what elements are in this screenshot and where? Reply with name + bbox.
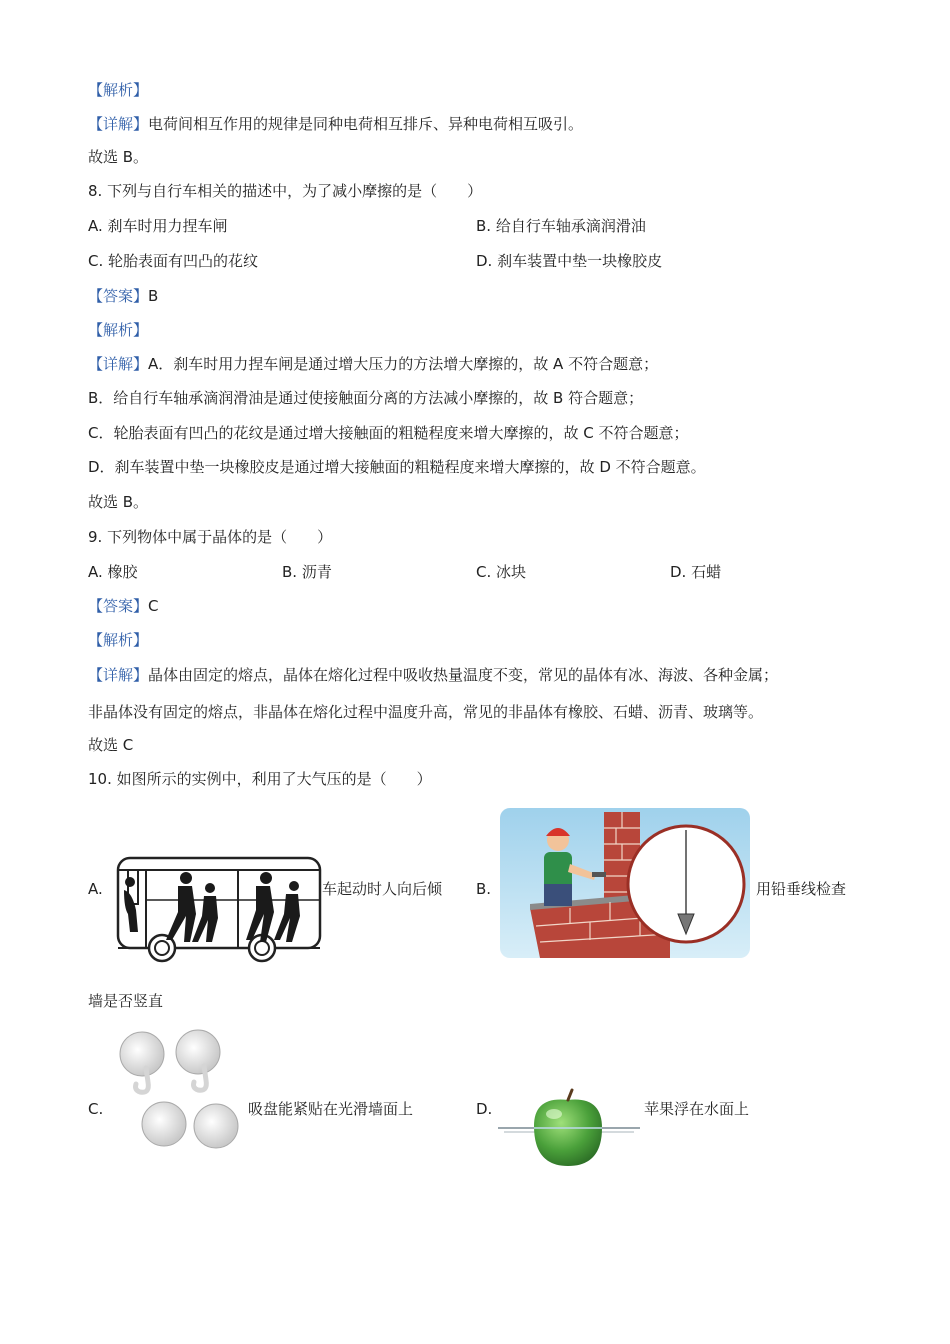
q7-analysis-tag: 【解析】 xyxy=(88,81,149,99)
q9-question: 9. 下列物体中属于晶体的是（ ） xyxy=(88,528,333,546)
q8-detail-a xyxy=(88,354,658,374)
q10-question: 10. 如图所示的实例中，利用了大气压的是（ ） xyxy=(88,770,432,788)
q8-analysis-tag: 【解析】 xyxy=(88,321,149,339)
plumb-line-illustration xyxy=(500,808,750,958)
q7-detail-tag: 【详解】 xyxy=(88,115,149,133)
q7-detail-text: 电荷间相互作用的规律是同种电荷相互排斥、异种电荷相互吸引。 xyxy=(148,115,584,133)
q9-answer xyxy=(88,596,159,616)
q10-option-b-text: 用铅垂线检查 xyxy=(756,880,847,898)
q8-option-d: D. 刹车装置中垫一块橡胶皮 xyxy=(476,252,663,270)
suction-cups-illustration xyxy=(112,1028,242,1156)
q9-answer-tag: 【答案】 xyxy=(88,597,149,615)
q9-detail-line1 xyxy=(88,665,778,685)
q10-option-d-label: D. xyxy=(476,1100,493,1118)
q10-option-b-label: B. xyxy=(476,880,492,898)
q10-option-c-label: C. xyxy=(88,1100,104,1118)
q8-option-c: C. 轮胎表面有凹凸的花纹 xyxy=(88,252,259,270)
q8-answer xyxy=(88,286,158,306)
q8-answer-value: B xyxy=(148,287,159,305)
q9-option-b: B. 沥青 xyxy=(282,563,332,581)
q8-detail-d: D．刹车装置中垫一块橡胶皮是通过增大接触面的粗糙程度来增大摩擦的，故 D 不符合题意。 xyxy=(88,458,706,476)
q8-detail-a-text: A．刹车时用力捏车闸是通过增大压力的方法增大摩擦的，故 A 不符合题意； xyxy=(148,355,659,373)
q9-option-c: C. 冰块 xyxy=(476,563,527,581)
q9-detail-line2: 非晶体没有固定的熔点，非晶体在熔化过程中温度升高，常见的非晶体有橡胶、石蜡、沥青、玻璃等。 xyxy=(88,703,764,721)
q8-question: 8. 下列与自行车相关的描述中，为了减小摩擦的是（ ） xyxy=(88,182,483,200)
q8-option-a: A. 刹车时用力捏车闸 xyxy=(88,217,228,235)
q9-option-d: D. 石蜡 xyxy=(670,563,722,581)
q10-option-b-text-cont: 墙是否竖直 xyxy=(88,992,164,1010)
q10-option-a-text: 车起动时人向后倾 xyxy=(322,880,443,898)
apple-floating-illustration xyxy=(498,1088,640,1170)
q9-option-a: A. 橡胶 xyxy=(88,563,138,581)
q8-option-b: B. 给自行车轴承滴润滑油 xyxy=(476,217,646,235)
q7-detail xyxy=(88,114,583,134)
q8-detail-c: C．轮胎表面有凹凸的花纹是通过增大接触面的粗糙程度来增大摩擦的，故 C 不符合题意； xyxy=(88,424,689,442)
q9-detail-text1: 晶体由固定的熔点，晶体在熔化过程中吸收热量温度不变，常见的晶体有冰、海波、各种金属； xyxy=(148,666,779,684)
q10-option-c-text: 吸盘能紧贴在光滑墙面上 xyxy=(248,1100,414,1118)
q9-analysis-tag: 【解析】 xyxy=(88,631,149,649)
q8-answer-tag: 【答案】 xyxy=(88,287,149,305)
bus-illustration xyxy=(106,852,322,964)
q9-detail-tag: 【详解】 xyxy=(88,666,149,684)
q7-conclusion: 故选 B。 xyxy=(88,148,149,166)
q9-conclusion: 故选 C xyxy=(88,736,134,754)
q9-answer-value: C xyxy=(148,597,159,615)
q10-option-a-label: A. xyxy=(88,880,103,898)
q8-detail-b: B．给自行车轴承滴润滑油是通过使接触面分离的方法减小摩擦的，故 B 符合题意； xyxy=(88,389,644,407)
q10-option-d-text: 苹果浮在水面上 xyxy=(644,1100,750,1118)
q8-detail-tag: 【详解】 xyxy=(88,355,149,373)
q8-conclusion: 故选 B。 xyxy=(88,493,149,511)
